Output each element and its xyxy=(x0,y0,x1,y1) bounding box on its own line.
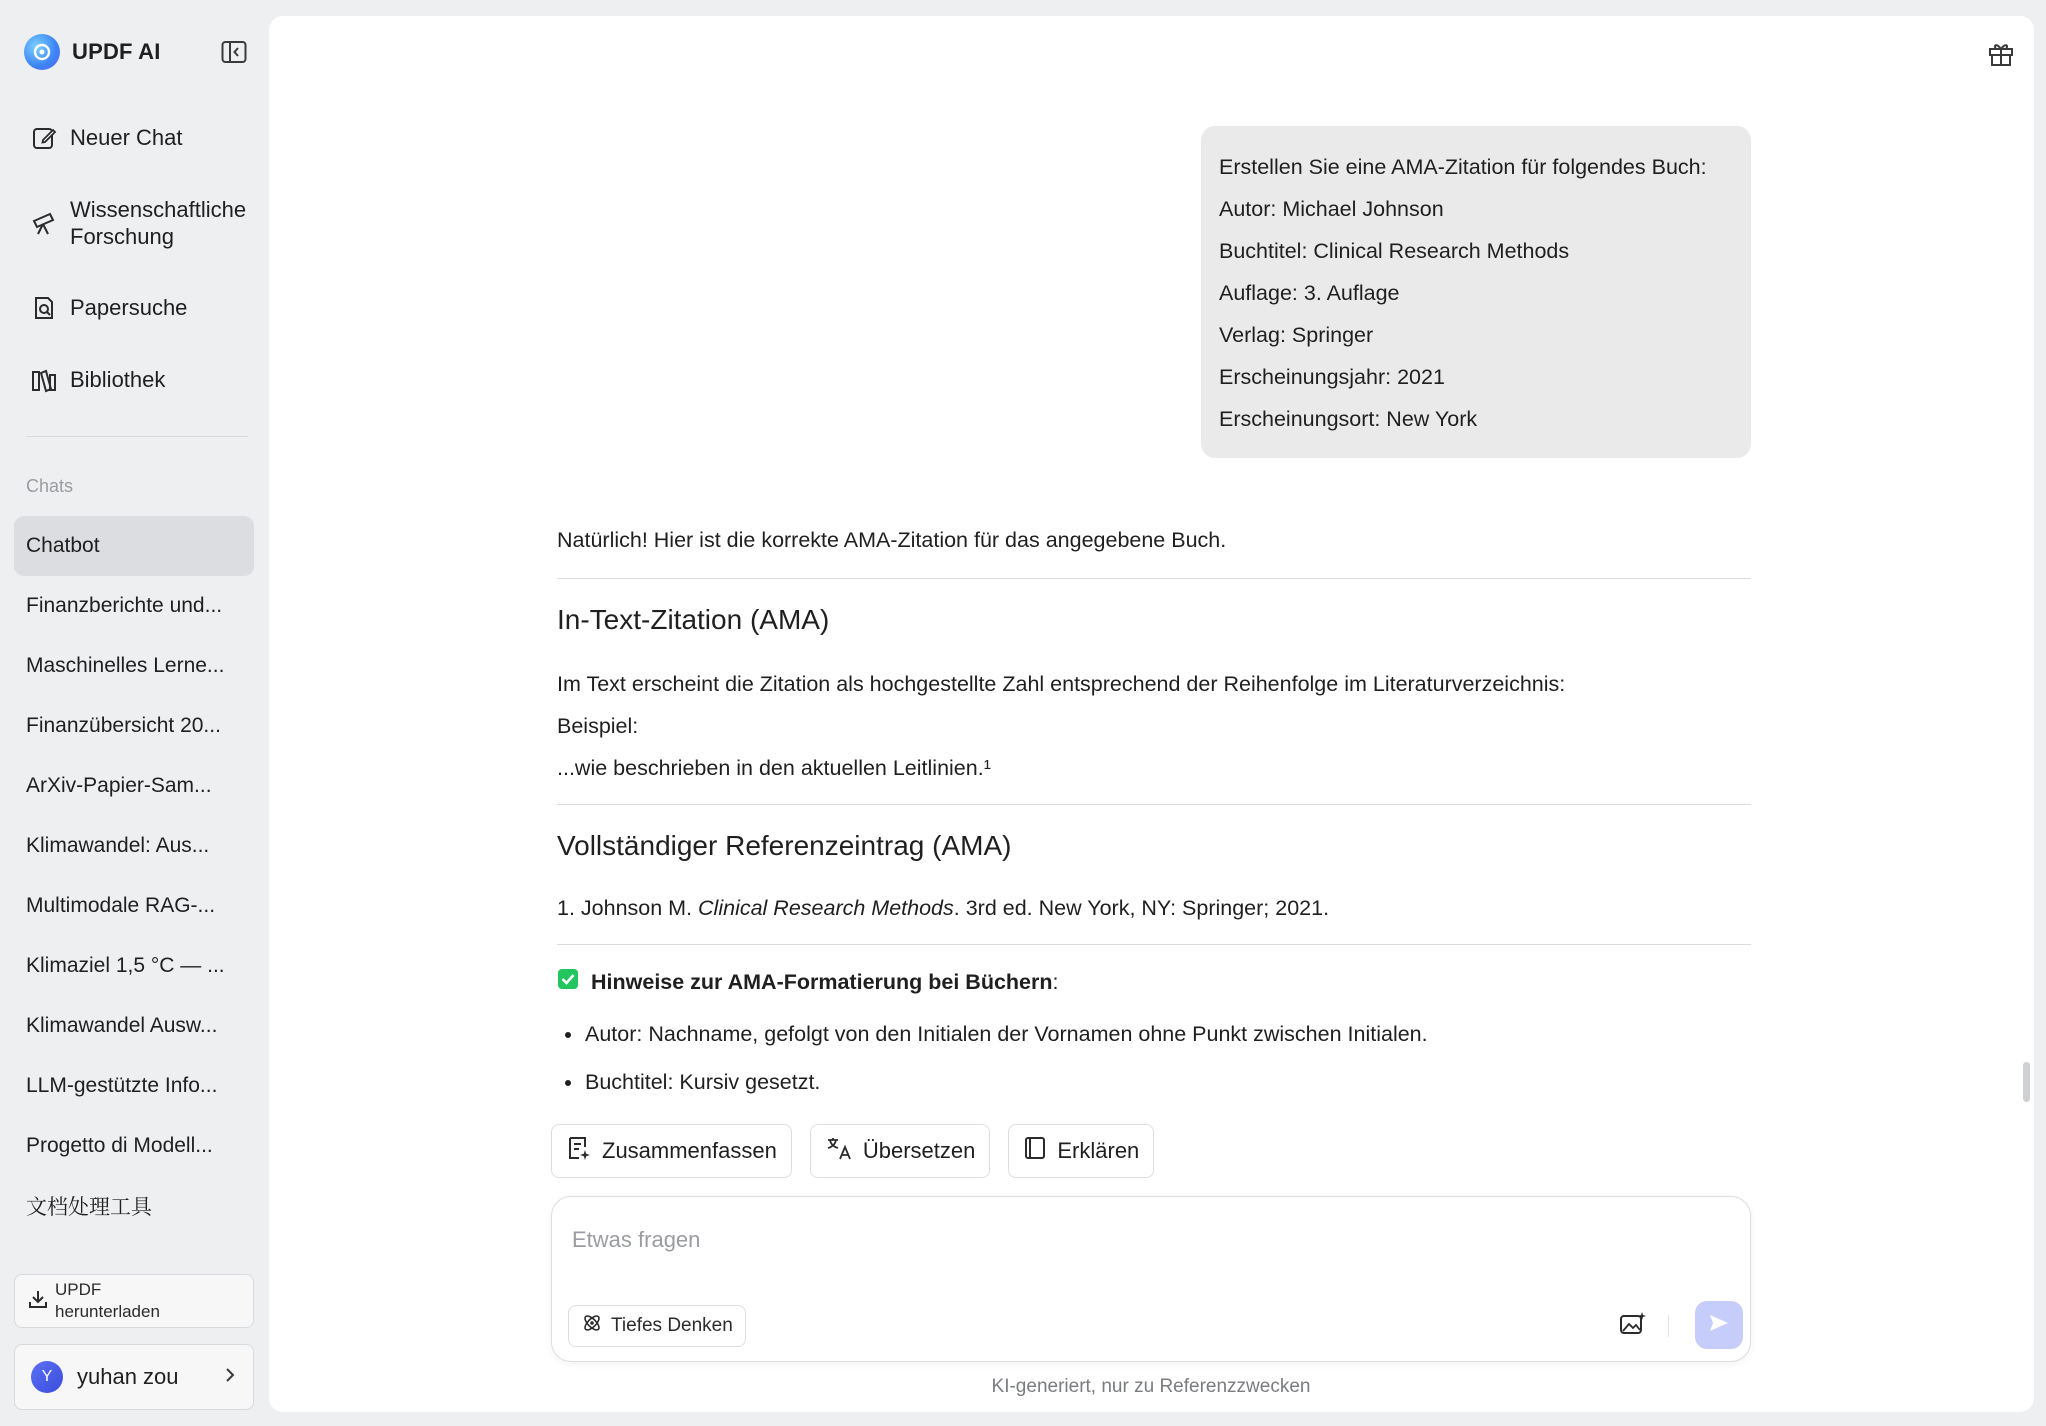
chat-item[interactable]: LLM-gestützte Info... xyxy=(26,1074,218,1097)
download-icon xyxy=(27,1288,49,1315)
summarize-icon xyxy=(566,1135,592,1167)
chat-item[interactable]: Klimawandel: Aus... xyxy=(26,834,210,857)
user-message-line: Auflage: 3. Auflage xyxy=(1219,281,1400,305)
chevron-right-icon xyxy=(223,1366,237,1389)
list-item xyxy=(557,1070,820,1095)
notes-colon: : xyxy=(1052,969,1059,994)
divider xyxy=(557,944,1751,945)
download-label-line1: UPDF xyxy=(55,1280,102,1299)
user-profile-button[interactable] xyxy=(14,1344,254,1410)
user-message-bubble xyxy=(1201,126,1751,458)
new-chat-button[interactable] xyxy=(14,114,254,162)
send-icon xyxy=(1707,1311,1731,1340)
chat-item[interactable]: Finanzberichte und... xyxy=(26,594,223,617)
ref-prefix: 1. Johnson M. xyxy=(557,896,699,920)
telescope-icon xyxy=(30,209,58,237)
sidebar xyxy=(0,0,268,1426)
atom-icon xyxy=(581,1312,603,1340)
notes-title: Hinweise zur AMA-Formatierung bei Büchern xyxy=(591,969,1053,994)
user-message-line: Autor: Michael Johnson xyxy=(1219,197,1444,221)
collapse-sidebar-icon[interactable] xyxy=(220,38,248,66)
check-box-icon xyxy=(557,968,579,996)
notes-heading xyxy=(557,968,1059,996)
summarize-label: Zusammenfassen xyxy=(602,1138,777,1163)
ref-suffix: . 3rd ed. New York, NY: Springer; 2021. xyxy=(953,896,1330,920)
user-message-line: Erscheinungsjahr: 2021 xyxy=(1219,365,1445,389)
chat-item[interactable]: Klimaziel 1,5 °C — ... xyxy=(26,954,225,977)
user-message-line: Buchtitel: Clinical Research Methods xyxy=(1219,239,1570,263)
nav-item-research[interactable] xyxy=(14,186,254,260)
nav-label: Wissenschaftliche Forschung xyxy=(70,197,247,249)
reference-entry xyxy=(557,896,1329,921)
divider xyxy=(557,578,1751,579)
message-composer xyxy=(551,1196,1751,1362)
deep-thinking-label: Tiefes Denken xyxy=(611,1315,733,1336)
example-text: ...wie beschrieben in den aktuellen Leitlinien.¹ xyxy=(557,756,991,780)
bullet-dot xyxy=(565,1080,571,1086)
chat-item[interactable]: 文档处理工具 xyxy=(26,1196,152,1219)
chat-item[interactable]: Maschinelles Lerne... xyxy=(26,654,225,677)
list-item xyxy=(557,1022,1428,1047)
gift-icon[interactable] xyxy=(1984,36,2018,70)
summarize-button[interactable] xyxy=(551,1124,792,1178)
translate-label: Übersetzen xyxy=(862,1138,976,1163)
book-icon xyxy=(1023,1135,1047,1167)
translate-button[interactable] xyxy=(810,1124,991,1178)
deep-thinking-toggle[interactable] xyxy=(568,1305,746,1347)
updf-logo-icon xyxy=(24,34,60,70)
edit-icon xyxy=(30,124,58,152)
send-button[interactable] xyxy=(1695,1301,1743,1349)
list-item-text: Buchtitel: Kursiv gesetzt. xyxy=(585,1070,821,1094)
section-heading: Vollständiger Referenzeintrag (AMA) xyxy=(557,830,1012,861)
library-icon xyxy=(30,366,58,394)
nav-label: Bibliothek xyxy=(70,367,166,392)
chat-panel xyxy=(269,16,2034,1412)
user-message-line: Erscheinungsort: New York xyxy=(1219,407,1478,431)
user-name: yuhan zou xyxy=(77,1364,179,1389)
document-search-icon xyxy=(30,294,58,322)
ref-title: Clinical Research Methods xyxy=(698,896,954,920)
chat-list xyxy=(14,516,254,1236)
quick-actions xyxy=(551,1124,1154,1178)
download-label-line2: herunterladen xyxy=(55,1302,160,1321)
nav-label: Neuer Chat xyxy=(70,125,183,150)
example-label: Beispiel: xyxy=(557,714,639,738)
nav-item-library[interactable] xyxy=(14,356,254,404)
list-item-text: Autor: Nachname, gefolgt von den Initialen der Vornamen ohne Punkt zwischen Initialen. xyxy=(585,1022,1428,1046)
download-label xyxy=(55,1279,160,1323)
chat-item[interactable]: Klimawandel Ausw... xyxy=(26,1014,218,1037)
user-message-line: Verlag: Springer xyxy=(1219,323,1374,347)
download-updf-button[interactable] xyxy=(14,1274,254,1328)
brand xyxy=(24,34,161,70)
chat-item[interactable]: Progetto di Modell... xyxy=(26,1134,213,1157)
nav-label: Papersuche xyxy=(70,295,188,320)
chats-section-label: Chats xyxy=(26,476,74,496)
explain-label: Erklären xyxy=(1057,1138,1140,1163)
chat-item[interactable]: Finanzübersicht 20... xyxy=(26,714,221,737)
app-title: UPDF AI xyxy=(72,39,161,64)
ai-disclaimer: KI-generiert, nur zu Referenzzwecken xyxy=(991,1376,1311,1397)
translate-icon xyxy=(825,1135,853,1167)
chat-item[interactable]: Multimodale RAG-... xyxy=(26,894,216,917)
bullet-dot xyxy=(565,1032,571,1038)
chat-item[interactable]: ArXiv-Papier-Sam... xyxy=(26,774,212,797)
divider xyxy=(557,804,1751,805)
image-ai-icon[interactable] xyxy=(1618,1309,1648,1339)
scrollbar-thumb[interactable] xyxy=(2023,1062,2030,1102)
chat-item[interactable]: Chatbot xyxy=(14,516,254,576)
section-heading: In-Text-Zitation (AMA) xyxy=(557,604,830,635)
sidebar-divider xyxy=(26,436,248,437)
composer-separator xyxy=(1668,1315,1669,1337)
user-message-line: Erstellen Sie eine AMA-Zitation für folgendes Buch: xyxy=(1219,155,1707,179)
answer-intro: Natürlich! Hier ist die korrekte AMA-Zitation für das angegebene Buch. xyxy=(557,528,1227,552)
nav-item-paper-search[interactable] xyxy=(14,284,254,332)
explain-button[interactable] xyxy=(1008,1124,1154,1178)
message-input[interactable] xyxy=(572,1223,1672,1257)
avatar: Y xyxy=(31,1361,63,1393)
section-text: Im Text erscheint die Zitation als hochgestellte Zahl entsprechend der Reihenfolge im Literaturverzeichnis: xyxy=(557,672,1566,696)
